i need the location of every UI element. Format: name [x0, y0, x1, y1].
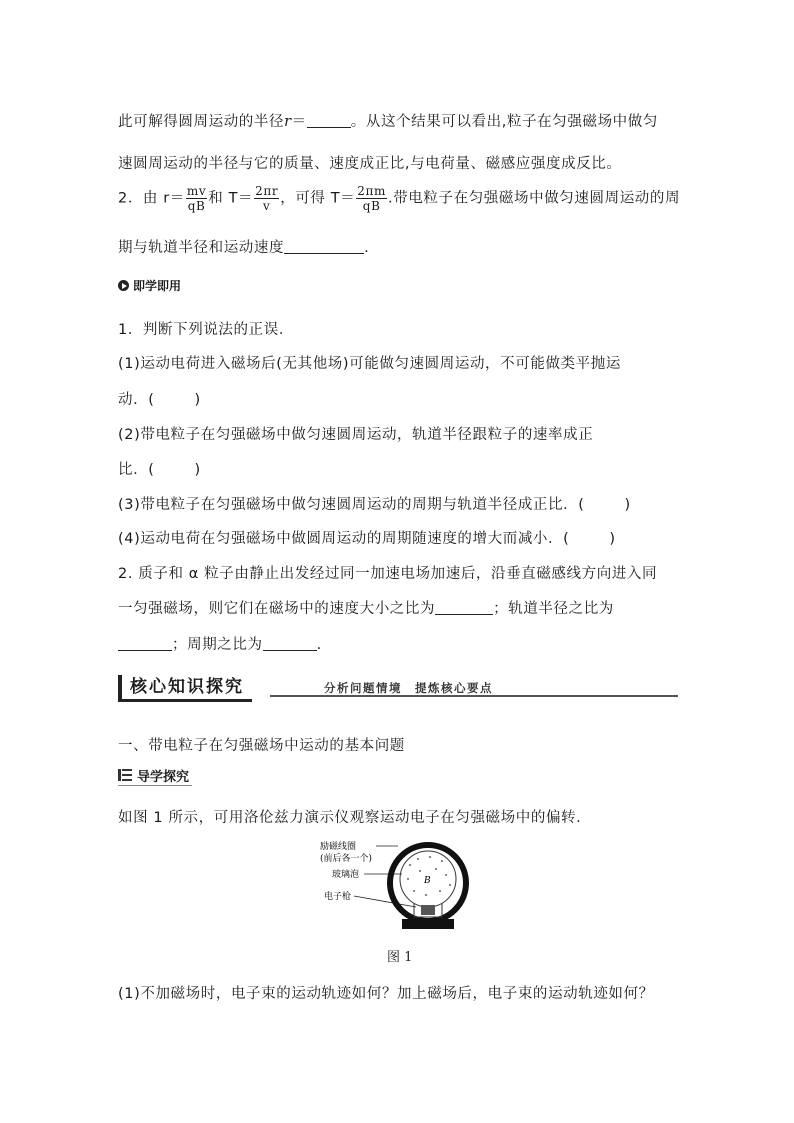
figure-lorentz-apparatus: [318, 835, 478, 935]
practice-tag: 即学即用: [118, 277, 181, 294]
play-icon: [118, 280, 129, 291]
paragraph-line: 此可解得圆周运动的半径r＝ 。从这个结果可以看出,粒子在匀强磁场中做匀: [118, 114, 658, 130]
b-field-label: B: [424, 876, 431, 886]
question-item: (3)带电粒子在匀强磁场中做匀速圆周运动的周期与轨道半径成正比．( ): [118, 497, 631, 513]
electron-gun: [421, 905, 435, 915]
question-item: (1)运动电荷进入磁场后(无其他场)可能做匀速圆周运动，不可能做类平抛运: [118, 356, 621, 372]
paragraph-line: 速圆周运动的半径与它的质量、速度成正比,与电荷量、磁感应强度成反比。: [118, 156, 622, 172]
question-item: (2)带电粒子在匀强磁场中做匀速圆周运动，轨道半径跟粒子的速率成正: [118, 427, 594, 443]
figure-label: (前后各一个): [320, 854, 373, 864]
banner-subtitle: 分析问题情境 提炼核心要点: [324, 681, 493, 695]
paragraph-line: 期与轨道半径和运动速度 .: [118, 240, 370, 256]
answer-blank[interactable]: [435, 600, 493, 615]
question-item: ；周期之比为 .: [118, 633, 322, 654]
question-item: (4)运动电荷在匀强磁场中做圆周运动的周期随速度的增大而减小．( ): [118, 531, 616, 547]
figure-label: 玻璃泡: [332, 870, 360, 880]
paragraph-line: 如图 1 所示，可用洛伦兹力演示仪观察运动电子在匀强磁场中的偏转．: [118, 810, 592, 826]
answer-blank[interactable]: [263, 636, 317, 651]
question-title: 1．判断下列说法的正误．: [118, 322, 294, 338]
section-banner: [118, 675, 678, 699]
question-item: 一匀强磁场，则它们在磁场中的速度大小之比为 ；轨道半径之比为: [118, 601, 614, 617]
fraction: $\frac{2\pi r}{v}$: [255, 184, 279, 213]
question-item: 动．( ): [118, 392, 201, 408]
question-item: 2. 质子和 α 粒子由静止出发经过同一加速电场加速后，沿垂直磁感线方向进入同: [118, 566, 658, 582]
answer-blank[interactable]: [118, 636, 172, 651]
section-heading: 一、带电粒子在匀强磁场中运动的基本问题: [118, 738, 405, 754]
formula-line: 2．由 r＝ $\frac{mv}{qB}$ 和 T＝ $\frac{2\pi r}{v}$ ，可得 T＝ $\frac{2\pi m}{qB}$ .带电粒子在匀强磁场中做匀速圆周运动的周: [118, 184, 681, 213]
apparatus-diagram: [318, 835, 478, 935]
figure-caption: 图 1: [387, 950, 413, 965]
list-icon: [118, 769, 132, 781]
figure-label: 励磁线圈: [320, 842, 357, 852]
fraction: $\frac{mv}{qB}$: [186, 184, 207, 213]
fraction: $\frac{2\pi m}{qB}$: [357, 184, 386, 213]
figure-label: 电子枪: [324, 892, 352, 902]
base: [402, 919, 454, 929]
guide-tag: 导学探究: [118, 765, 189, 785]
answer-blank[interactable]: [284, 239, 364, 254]
divider: [118, 785, 192, 786]
question-item: 比．( ): [118, 462, 201, 478]
question-item: (1)不加磁场时，电子束的运动轨迹如何？加上磁场后，电子束的运动轨迹如何？: [118, 986, 654, 1002]
banner-title: 核心知识探究: [118, 675, 252, 702]
answer-blank[interactable]: [307, 113, 351, 128]
